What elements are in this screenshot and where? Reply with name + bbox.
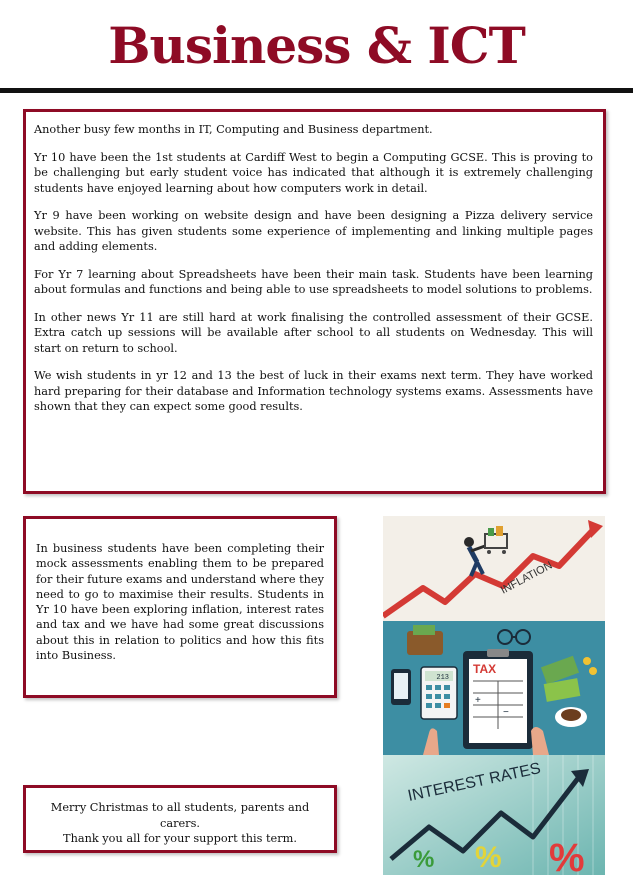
christmas-line-2: Thank you all for your support this term. [63,832,297,845]
interest-rates-label: INTEREST RATES [406,760,543,805]
percent-red: % [549,836,585,875]
it-paragraph: Another busy few months in IT, Computing and Business department. [34,123,433,136]
coffee-cup-icon [555,707,587,727]
it-paragraph: We wish students in yr 12 and 13 the best of luck in their exams next term. They have worked hard preparing for their database and Information technology systems exams. Assessments have shown that they can expect some good results. [34,369,593,413]
percent-green: % [413,846,435,873]
tax-image [383,621,605,755]
it-paragraph: Yr 10 have been the 1st students at Cardiff West to begin a Computing GCSE. This is proving to be challenging but early student voice has indicated that although it is extremely challenging students have enjoyed learning about how computers work in detail. [34,150,593,195]
tax-clipboard-icon [463,649,533,749]
it-paragraph: Yr 9 have been working on website design and have been designing a Pizza delivery service website. This has given students some experience of implementing and linking multiple pages and adding elements. [34,209,593,253]
tax-label: TAX [473,662,497,676]
business-news-box [23,516,337,698]
title-divider [0,88,633,93]
page-title: Business & ICT [108,16,525,75]
it-paragraph: In other news Yr 11 are still hard at work finalising the controlled assessment of their GCSE. Extra catch up sessions will be available after school to all students on Wednesday. This will start on return to school. [34,310,593,355]
svg-text:−: − [503,707,509,718]
calculator-display: 213 [436,674,449,682]
inflation-label: INFLATION [498,559,555,597]
christmas-line-1: Merry Christmas to all students, parents and carers. [50,801,310,830]
svg-text:+: + [475,695,481,706]
christmas-message-box [23,785,337,853]
business-paragraph: In business students have been completing their mock assessments enabling them to be prepared for their future exams and understand where they need to go to maximise their results. Students in Yr 10 have been exploring inflation, interest rates and tax and we have had some great discussions about this in relation to politics and how this fits into Business. [36,542,324,663]
it-paragraph: For Yr 7 learning about Spreadsheets have been their main task. Students have been learning about formulas and functions and being able to use spreadsheets to model solutions to problems. [34,267,593,296]
percent-yellow: % [475,841,502,874]
inflation-image [383,516,605,621]
interest-rates-image [383,755,605,875]
phone-icon [391,669,411,705]
calculator-icon [421,667,457,719]
it-news-box [23,109,606,494]
